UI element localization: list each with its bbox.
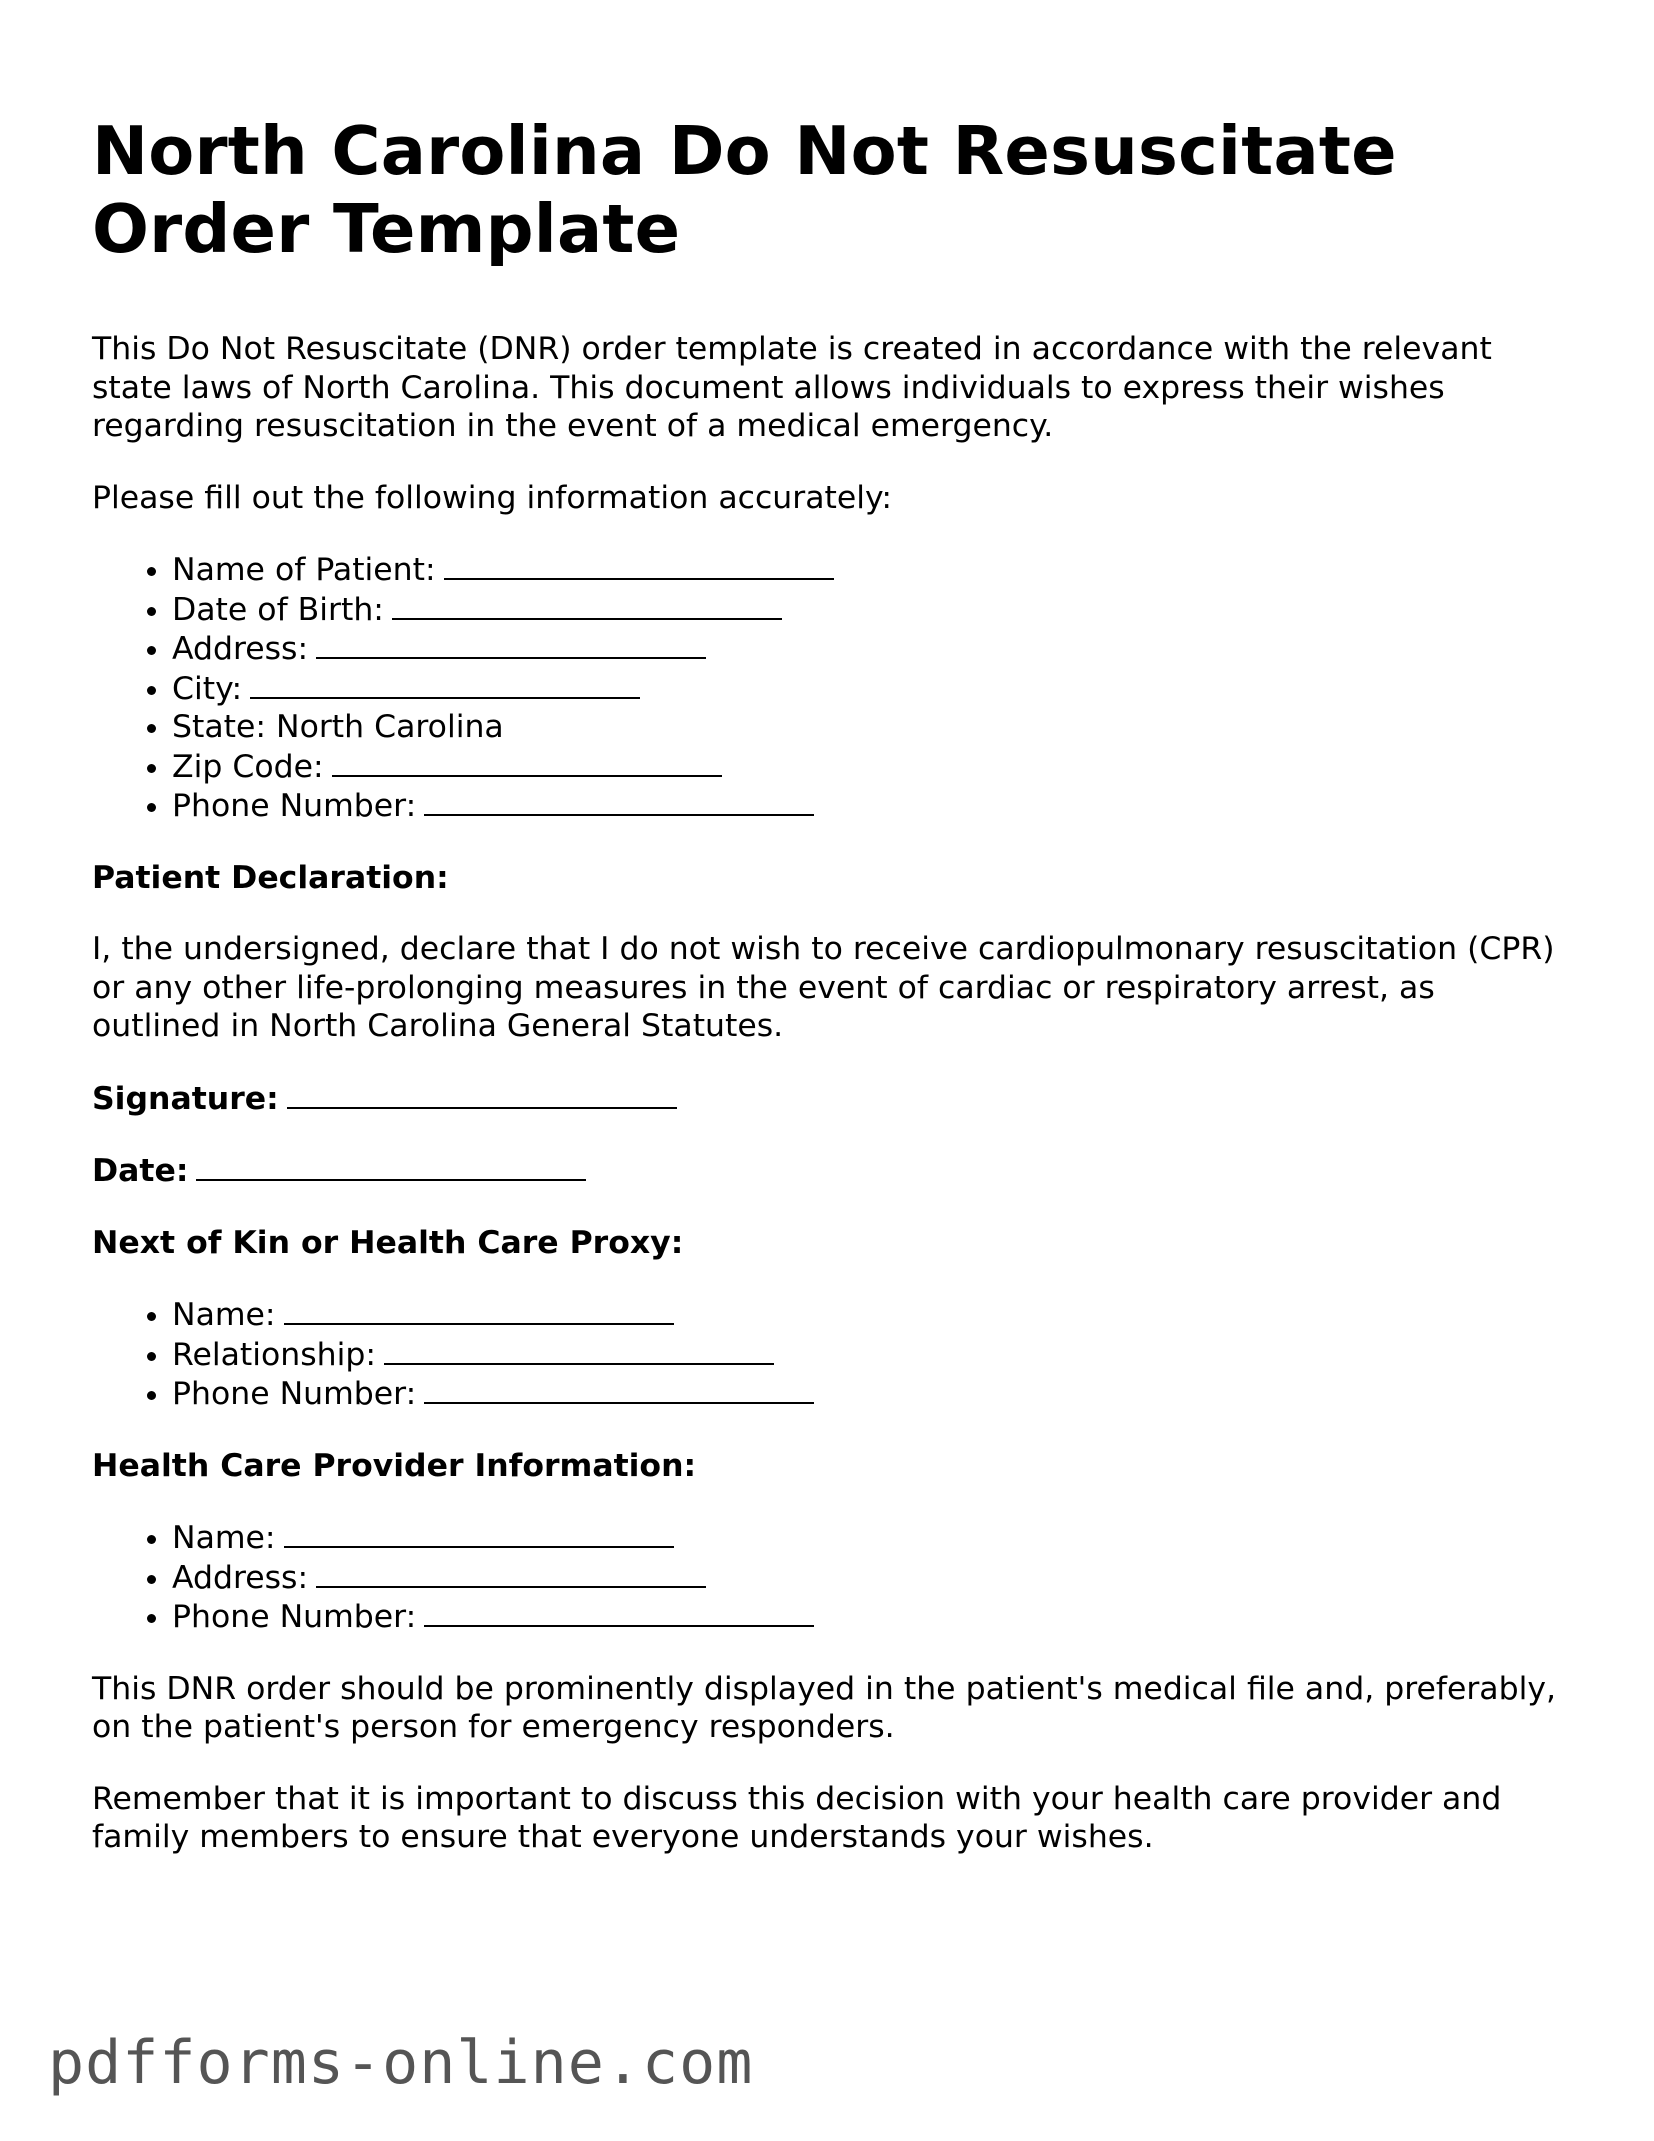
kin-relationship-blank[interactable] (384, 1335, 774, 1365)
provider-name-blank[interactable] (284, 1518, 674, 1548)
field-label: State: (172, 709, 266, 745)
field-label: Address: (172, 631, 309, 667)
watermark-text: pdfforms-online.com (48, 2028, 754, 2098)
display-note: This DNR order should be prominently displayed in the patient's medical file and, preferably, on the patient's person for emergency responders. (92, 1670, 1556, 1745)
list-item-kin-name (172, 1295, 1572, 1335)
date-line (92, 1151, 1572, 1191)
provider-address-blank[interactable] (316, 1558, 706, 1588)
document-title: North Carolina Do Not Resuscitate Order Template (92, 112, 1397, 268)
patient-fields-list (92, 550, 1572, 826)
address-blank[interactable] (316, 629, 706, 659)
signature-line (92, 1079, 1572, 1119)
date-blank[interactable] (196, 1151, 586, 1181)
field-label: Date of Birth: (172, 591, 384, 628)
list-item-provider-name (172, 1518, 1572, 1558)
provider-phone-blank[interactable] (424, 1597, 814, 1627)
field-label: Name: (172, 1297, 276, 1333)
declaration-text: I, the undersigned, declare that I do not wish to receive cardiopulmonary resuscitation (CPR) or any other life-prolonging measures in the event of cardiac or respiratory arrest, as outlined in North Carolina General Statutes. (92, 931, 1555, 1044)
list-item-date-of-birth (172, 590, 1572, 630)
date-of-birth-blank[interactable] (392, 590, 782, 620)
field-label: Address: (172, 1559, 309, 1596)
list-item-address (172, 629, 1572, 669)
reminder-text: Remember that it is important to discuss this decision with your health care provider and family members to ensure that everyone understands your wishes. (92, 1780, 1502, 1855)
list-item-phone-number (172, 786, 1572, 826)
date-label: Date: (92, 1153, 189, 1189)
field-label: Name of Patient: (172, 552, 436, 588)
field-label: Phone Number: (172, 1599, 417, 1635)
declaration-heading: Patient Declaration: (92, 859, 449, 896)
kin-fields-list (92, 1295, 1572, 1414)
kin-name-blank[interactable] (284, 1295, 674, 1325)
kin-phone-blank[interactable] (424, 1374, 814, 1404)
list-item-patient-name (172, 550, 1572, 590)
state-value: North Carolina (276, 709, 504, 745)
document-page (92, 112, 1572, 1857)
field-label: Zip Code: (172, 748, 324, 785)
patient-name-blank[interactable] (444, 550, 834, 580)
phone-number-blank[interactable] (424, 786, 814, 816)
field-label: Phone Number: (172, 1376, 417, 1412)
list-item-provider-address (172, 1558, 1572, 1598)
list-item-city (172, 669, 1572, 709)
instruction-text: Please fill out the following information accurately: (92, 479, 892, 516)
kin-heading: Next of Kin or Health Care Proxy: (92, 1224, 684, 1261)
zip-code-blank[interactable] (332, 747, 722, 777)
field-label: Phone Number: (172, 788, 417, 824)
list-item-provider-phone (172, 1597, 1572, 1637)
city-blank[interactable] (250, 669, 640, 699)
list-item-kin-phone (172, 1374, 1572, 1414)
signature-blank[interactable] (287, 1079, 677, 1109)
field-label: Relationship: (172, 1336, 376, 1373)
field-label: City: (172, 670, 243, 707)
signature-label: Signature: (92, 1080, 279, 1117)
provider-heading: Health Care Provider Information: (92, 1447, 697, 1484)
list-item-state (172, 708, 1572, 747)
list-item-zip-code (172, 747, 1572, 787)
provider-fields-list (92, 1518, 1572, 1637)
list-item-kin-relationship (172, 1335, 1572, 1375)
field-label: Name: (172, 1520, 276, 1556)
intro-paragraph: This Do Not Resuscitate (DNR) order template is created in accordance with the relevant state laws of North Carolina. This document allows individuals to express their wishes regarding resuscitation in the event of a medical emergency. (92, 331, 1492, 444)
